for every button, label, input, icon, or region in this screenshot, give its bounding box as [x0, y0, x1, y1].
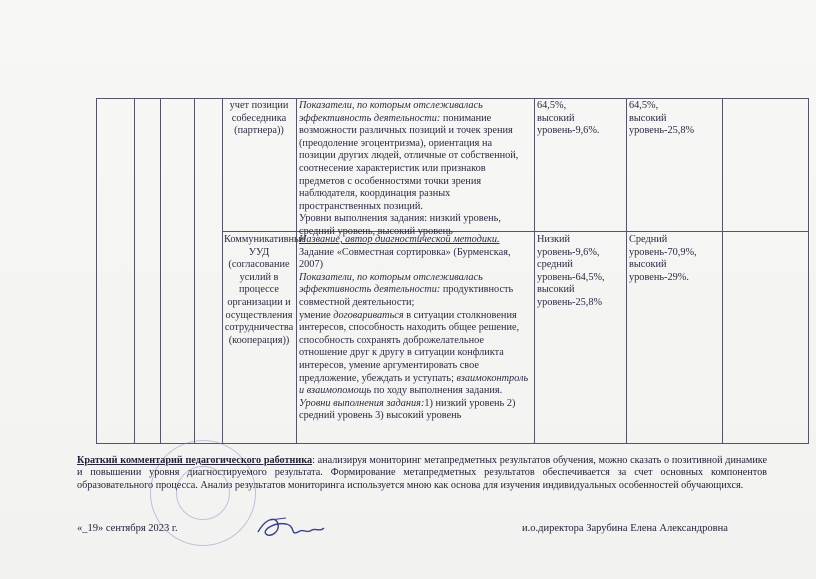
row2-result-2: Средний уровень-70,9%, высокий уровень-29%.: [629, 234, 697, 283]
row2-ability-em2: взаимоконтроль и взаимопомощь: [299, 372, 529, 397]
row1-result-2: 64,5%, высокий уровень-25,8%: [629, 100, 695, 137]
row1-indicator-text: понимание возможности различных позиций и точек зрения (преодоление эгоцентризма), ориентация на позиции других людей, отличные от собственной, соотнесение характеристик или признаков предметов с особенностями точки зрения наблюдателя, координация разных пространственных позиций.: [299, 112, 519, 212]
col-line-0: [96, 98, 97, 444]
row2-criterion: Коммуникативные УУД (согласование усилий в процессе организации и осуществления сотрудничества (кооперация)): [224, 234, 306, 346]
teacher-comment-text: : анализируя мониторинг метапредметных результатов обучения, можно сказать о позитивной динамике и повышении уровня диагностируемого результата. Формирование метапредметных результатов обеспечивается за счет основных компонентов образовательного процесса. Анализ результатов мониторинга используется мною как основа для изучения индивидуальных особенностей обучающихся.: [77, 455, 767, 491]
table-top-border: [96, 98, 808, 99]
teacher-comment: [77, 455, 767, 492]
row2-ability-pre: умение: [299, 309, 334, 321]
row2-indicator-lead: Показатели, по которым отслеживалась эффективность деятельности:: [299, 271, 483, 296]
row2-ability-em: договариваться: [333, 309, 404, 321]
row1-criterion: учет позиции собеседника (партнера)): [229, 100, 289, 137]
row1-indicator: [299, 100, 531, 239]
signature-image: [256, 510, 326, 544]
document-date: «_19» сентября 2023 г.: [77, 523, 178, 534]
row2-ability-tail: по ходу выполнения задания.: [371, 385, 503, 397]
col-line-9: [808, 98, 809, 444]
row1-result-1: 64,5%, высокий уровень-9,6%.: [537, 100, 600, 137]
col-line-7: [626, 98, 627, 444]
col-line-4: [222, 98, 223, 444]
row1-indicator-lead: Показатели, по которым отслеживалась эффективность деятельности:: [299, 100, 483, 124]
col-line-5: [296, 98, 297, 444]
col-line-1: [134, 98, 135, 444]
row2-ability-text: в ситуации столкновения интересов, способность находить общее решение, способность сохранять доброжелательное отношение друг к другу в ситуации конфликта интересов, умение аргументировать свое предложение, убеждать и уступать;: [299, 309, 520, 384]
row2-levels-text: 1) низкий уровень 2) средний уровень 3) высокий уровень: [299, 397, 516, 422]
row2-indicator-text: продуктивность совместной деятельности;: [299, 284, 514, 308]
row2-method-text: Задание «Совместная сортировка» (Бурменская, 2007): [299, 246, 511, 271]
row2-result-1: Низкий уровень-9,6%, средний уровень-64,5%, высокий уровень-25,8%: [537, 234, 605, 308]
row1-levels: Уровни выполнения задания: низкий уровень, средний уровень, высокий уровень: [299, 213, 501, 237]
row2-levels-label: Уровни выполнения задания:: [299, 397, 425, 409]
col-line-8: [722, 98, 723, 444]
row2-method-label: Название, автор диагностической методики.: [299, 234, 500, 245]
col-line-3: [194, 98, 195, 444]
row2-indicator: [299, 234, 531, 423]
teacher-comment-lead: Краткий комментарий педагогического работника: [77, 455, 313, 466]
col-line-2: [160, 98, 161, 444]
col-line-6: [534, 98, 535, 444]
director-name: и.о.директора Зарубина Елена Александровна: [522, 523, 728, 534]
